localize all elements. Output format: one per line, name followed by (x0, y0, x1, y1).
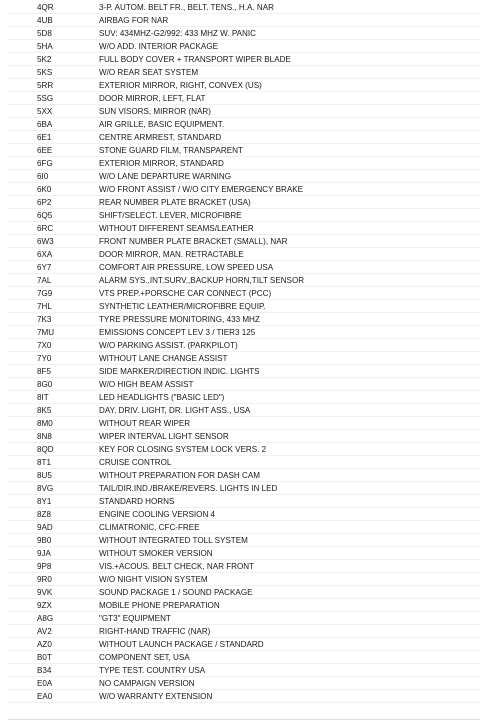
option-description: W/O REAR SEAT SYSTEM (99, 68, 199, 77)
option-description: TYPE TEST. COUNTRY USA (99, 666, 206, 675)
option-description: MOBILE PHONE PREPARATION (99, 601, 220, 610)
option-code: 7K3 (37, 315, 52, 324)
table-row (0, 170, 488, 183)
table-row (0, 261, 488, 274)
table-row (0, 79, 488, 92)
table-row (0, 404, 488, 417)
option-code: 6FG (37, 159, 53, 168)
option-description: W/O FRONT ASSIST / W/O CITY EMERGENCY BRAKE (99, 185, 304, 194)
table-row (0, 300, 488, 313)
table-row (0, 287, 488, 300)
option-description: W/O HIGH BEAM ASSIST (99, 380, 194, 389)
option-code: 6EE (37, 146, 53, 155)
option-code: 8VG (37, 484, 54, 493)
table-row (0, 638, 488, 651)
table-row (0, 326, 488, 339)
option-code: 9VK (37, 588, 53, 597)
option-code: AV2 (37, 627, 52, 636)
option-code: 6P2 (37, 198, 52, 207)
option-description: RIGHT-HAND TRAFFIC (NAR) (99, 627, 211, 636)
option-description: VIS.+ACOUS. BELT CHECK, NAR FRONT (99, 562, 255, 571)
option-code: 6Y7 (37, 263, 52, 272)
option-description: EMISSIONS CONCEPT LEV 3 / TIER3 125 (99, 328, 256, 337)
option-code: B0T (37, 653, 52, 662)
option-code: 9B0 (37, 536, 52, 545)
option-code: EA0 (37, 692, 53, 701)
option-code: 8M0 (37, 419, 53, 428)
option-description: "GT3" EQUIPMENT (99, 614, 171, 623)
option-code: 5KS (37, 68, 53, 77)
option-code: 8Z8 (37, 510, 51, 519)
table-row (0, 651, 488, 664)
table-row (0, 599, 488, 612)
option-code: 8F5 (37, 367, 51, 376)
option-description: SUN VISORS, MIRROR (NAR) (99, 107, 211, 116)
table-row (0, 339, 488, 352)
option-description: WITHOUT REAR WIPER (99, 419, 191, 428)
table-row (0, 105, 488, 118)
option-description: W/O LANE DEPARTURE WARNING (99, 172, 232, 181)
table-row (0, 40, 488, 53)
table-row (0, 508, 488, 521)
table-row (0, 248, 488, 261)
option-code: 7X0 (37, 341, 52, 350)
option-description: AIRBAG FOR NAR (99, 16, 169, 25)
option-description: WITHOUT INTEGRATED TOLL SYSTEM (99, 536, 248, 545)
option-description: FULL BODY COVER + TRANSPORT WIPER BLADE (99, 55, 291, 64)
option-code: 9R0 (37, 575, 52, 584)
table-row (0, 625, 488, 638)
option-description: COMFORT AIR PRESSURE, LOW SPEED USA (99, 263, 274, 272)
table-row (0, 456, 488, 469)
option-code: 8QD (37, 445, 54, 454)
table-row (0, 235, 488, 248)
option-description: STANDARD HORNS (99, 497, 175, 506)
option-description: AIR GRILLE, BASIC EQUIPMENT. (99, 120, 225, 129)
table-row (0, 365, 488, 378)
table-row (0, 92, 488, 105)
option-code: 8IT (37, 393, 49, 402)
table-row (0, 521, 488, 534)
option-code: 7HL (37, 302, 52, 311)
option-description: KEY FOR CLOSING SYSTEM LOCK VERS. 2 (99, 445, 267, 454)
option-description: DAY. DRIV. LIGHT, DR. LIGHT ASS., USA (99, 406, 251, 415)
option-description: WITHOUT PREPARATION FOR DASH CAM (99, 471, 260, 480)
table-row (0, 469, 488, 482)
table-row (0, 573, 488, 586)
option-code: 5D8 (37, 29, 52, 38)
option-description: W/O WARRANTY EXTENSION (99, 692, 213, 701)
option-code: E0A (37, 679, 53, 688)
option-code: 6E1 (37, 133, 52, 142)
option-code: 7MU (37, 328, 55, 337)
option-code: 6W3 (37, 237, 54, 246)
option-code: 6XA (37, 250, 53, 259)
option-description: VTS PREP.+PORSCHE CAR CONNECT (PCC) (99, 289, 272, 298)
option-code: 6BA (37, 120, 53, 129)
option-description: 3-P. AUTOM. BELT FR., BELT. TENS., H.A. NAR (99, 3, 274, 12)
table-row (0, 118, 488, 131)
option-description: ALARM SYS.,INT.SURV.,BACKUP HORN,TILT SENSOR (99, 276, 305, 285)
option-description: WIPER INTERVAL LIGHT SENSOR (99, 432, 229, 441)
option-description: CENTRE ARMREST, STANDARD (99, 133, 222, 142)
table-row (0, 677, 488, 690)
option-description: TYRE PRESSURE MONITORING, 433 MHZ (99, 315, 260, 324)
table-row (0, 196, 488, 209)
option-code: 7AL (37, 276, 52, 285)
table-row (0, 495, 488, 508)
option-description: DOOR MIRROR, LEFT, FLAT (99, 94, 206, 103)
option-description: WITHOUT LANE CHANGE ASSIST (99, 354, 228, 363)
table-row (0, 131, 488, 144)
table-row (0, 560, 488, 573)
option-code: 9P8 (37, 562, 52, 571)
option-code: 8U5 (37, 471, 52, 480)
option-code: 5K2 (37, 55, 52, 64)
option-code: 8N8 (37, 432, 52, 441)
table-row (0, 378, 488, 391)
option-description: FRONT NUMBER PLATE BRACKET (SMALL), NAR (99, 237, 288, 246)
option-description: SHIFT/SELECT. LEVER, MICROFIBRE (99, 211, 242, 220)
table-row (0, 482, 488, 495)
table-row (0, 352, 488, 365)
option-description: LED HEADLIGHTS ("BASIC LED") (99, 393, 225, 402)
option-code: 9ZX (37, 601, 52, 610)
table-row (0, 417, 488, 430)
option-description: DOOR MIRROR, MAN. RETRACTABLE (99, 250, 244, 259)
option-code: 8K5 (37, 406, 52, 415)
option-code: 9JA (37, 549, 51, 558)
option-code: 6RC (37, 224, 54, 233)
option-description: WITHOUT SMOKER VERSION (99, 549, 213, 558)
table-row (0, 690, 488, 703)
table-row (0, 53, 488, 66)
option-code: 7Y0 (37, 354, 52, 363)
option-code: 6Q5 (37, 211, 53, 220)
option-description: EXTERIOR MIRROR, STANDARD (99, 159, 224, 168)
table-row (0, 66, 488, 79)
option-code: 5SG (37, 94, 54, 103)
option-description: SIDE MARKER/DIRECTION INDIC. LIGHTS (99, 367, 260, 376)
option-description: SYNTHETIC LEATHER/MICROFIBRE EQUIP. (99, 302, 266, 311)
option-description: NO CAMPAIGN VERSION (99, 679, 195, 688)
option-code: A8G (37, 614, 54, 623)
table-row (0, 27, 488, 40)
table-row (0, 144, 488, 157)
table-row (0, 183, 488, 196)
option-code: 6K0 (37, 185, 52, 194)
table-row (0, 14, 488, 27)
option-code: 4QR (37, 3, 54, 12)
table-row (0, 547, 488, 560)
option-description: COMPONENT SET, USA (99, 653, 190, 662)
table-row (0, 274, 488, 287)
table-row (0, 157, 488, 170)
table-row (0, 222, 488, 235)
option-description: EXTERIOR MIRROR, RIGHT, CONVEX (US) (99, 81, 262, 90)
table-row (0, 430, 488, 443)
table-row (0, 209, 488, 222)
option-description: W/O NIGHT VISION SYSTEM (99, 575, 208, 584)
option-code: AZ0 (37, 640, 52, 649)
table-row (0, 534, 488, 547)
option-description: WITHOUT LAUNCH PACKAGE / STANDARD (99, 640, 264, 649)
table-row (0, 586, 488, 599)
option-code: 6I0 (37, 172, 49, 181)
table-row (0, 391, 488, 404)
option-description: STONE GUARD FILM, TRANSPARENT (99, 146, 243, 155)
table-row (0, 443, 488, 456)
table-row (0, 664, 488, 677)
option-description: TAIL/DIR.IND./BRAKE/REVERS. LIGHTS IN LED (99, 484, 278, 493)
option-code: 5XX (37, 107, 53, 116)
option-description: WITHOUT DIFFERENT SEAMS/LEATHER (99, 224, 254, 233)
option-description: SUV: 434MHZ-G2/992: 433 MHZ W. PANIC (99, 29, 256, 38)
option-code: 7G9 (37, 289, 53, 298)
option-code: 4UB (37, 16, 53, 25)
option-code: 8T1 (37, 458, 51, 467)
table-row (0, 612, 488, 625)
option-code: 8Y1 (37, 497, 52, 506)
option-description: W/O ADD. INTERIOR PACKAGE (99, 42, 219, 51)
option-description: SOUND PACKAGE 1 / SOUND PACKAGE (99, 588, 253, 597)
option-description: CRUISE CONTROL (99, 458, 172, 467)
option-code: 9AD (37, 523, 53, 532)
option-code: 5HA (37, 42, 53, 51)
table-row (0, 313, 488, 326)
option-code: 8G0 (37, 380, 53, 389)
option-description: W/O PARKING ASSIST. (PARKPILOT) (99, 341, 238, 350)
option-code: B34 (37, 666, 52, 675)
option-description: REAR NUMBER PLATE BRACKET (USA) (99, 198, 251, 207)
table-row (0, 1, 488, 14)
option-description: CLIMATRONIC, CFC-FREE (99, 523, 200, 532)
option-code-table (0, 1, 488, 703)
option-description: ENGINE COOLING VERSION 4 (99, 510, 216, 519)
option-code: 5RR (37, 81, 54, 90)
